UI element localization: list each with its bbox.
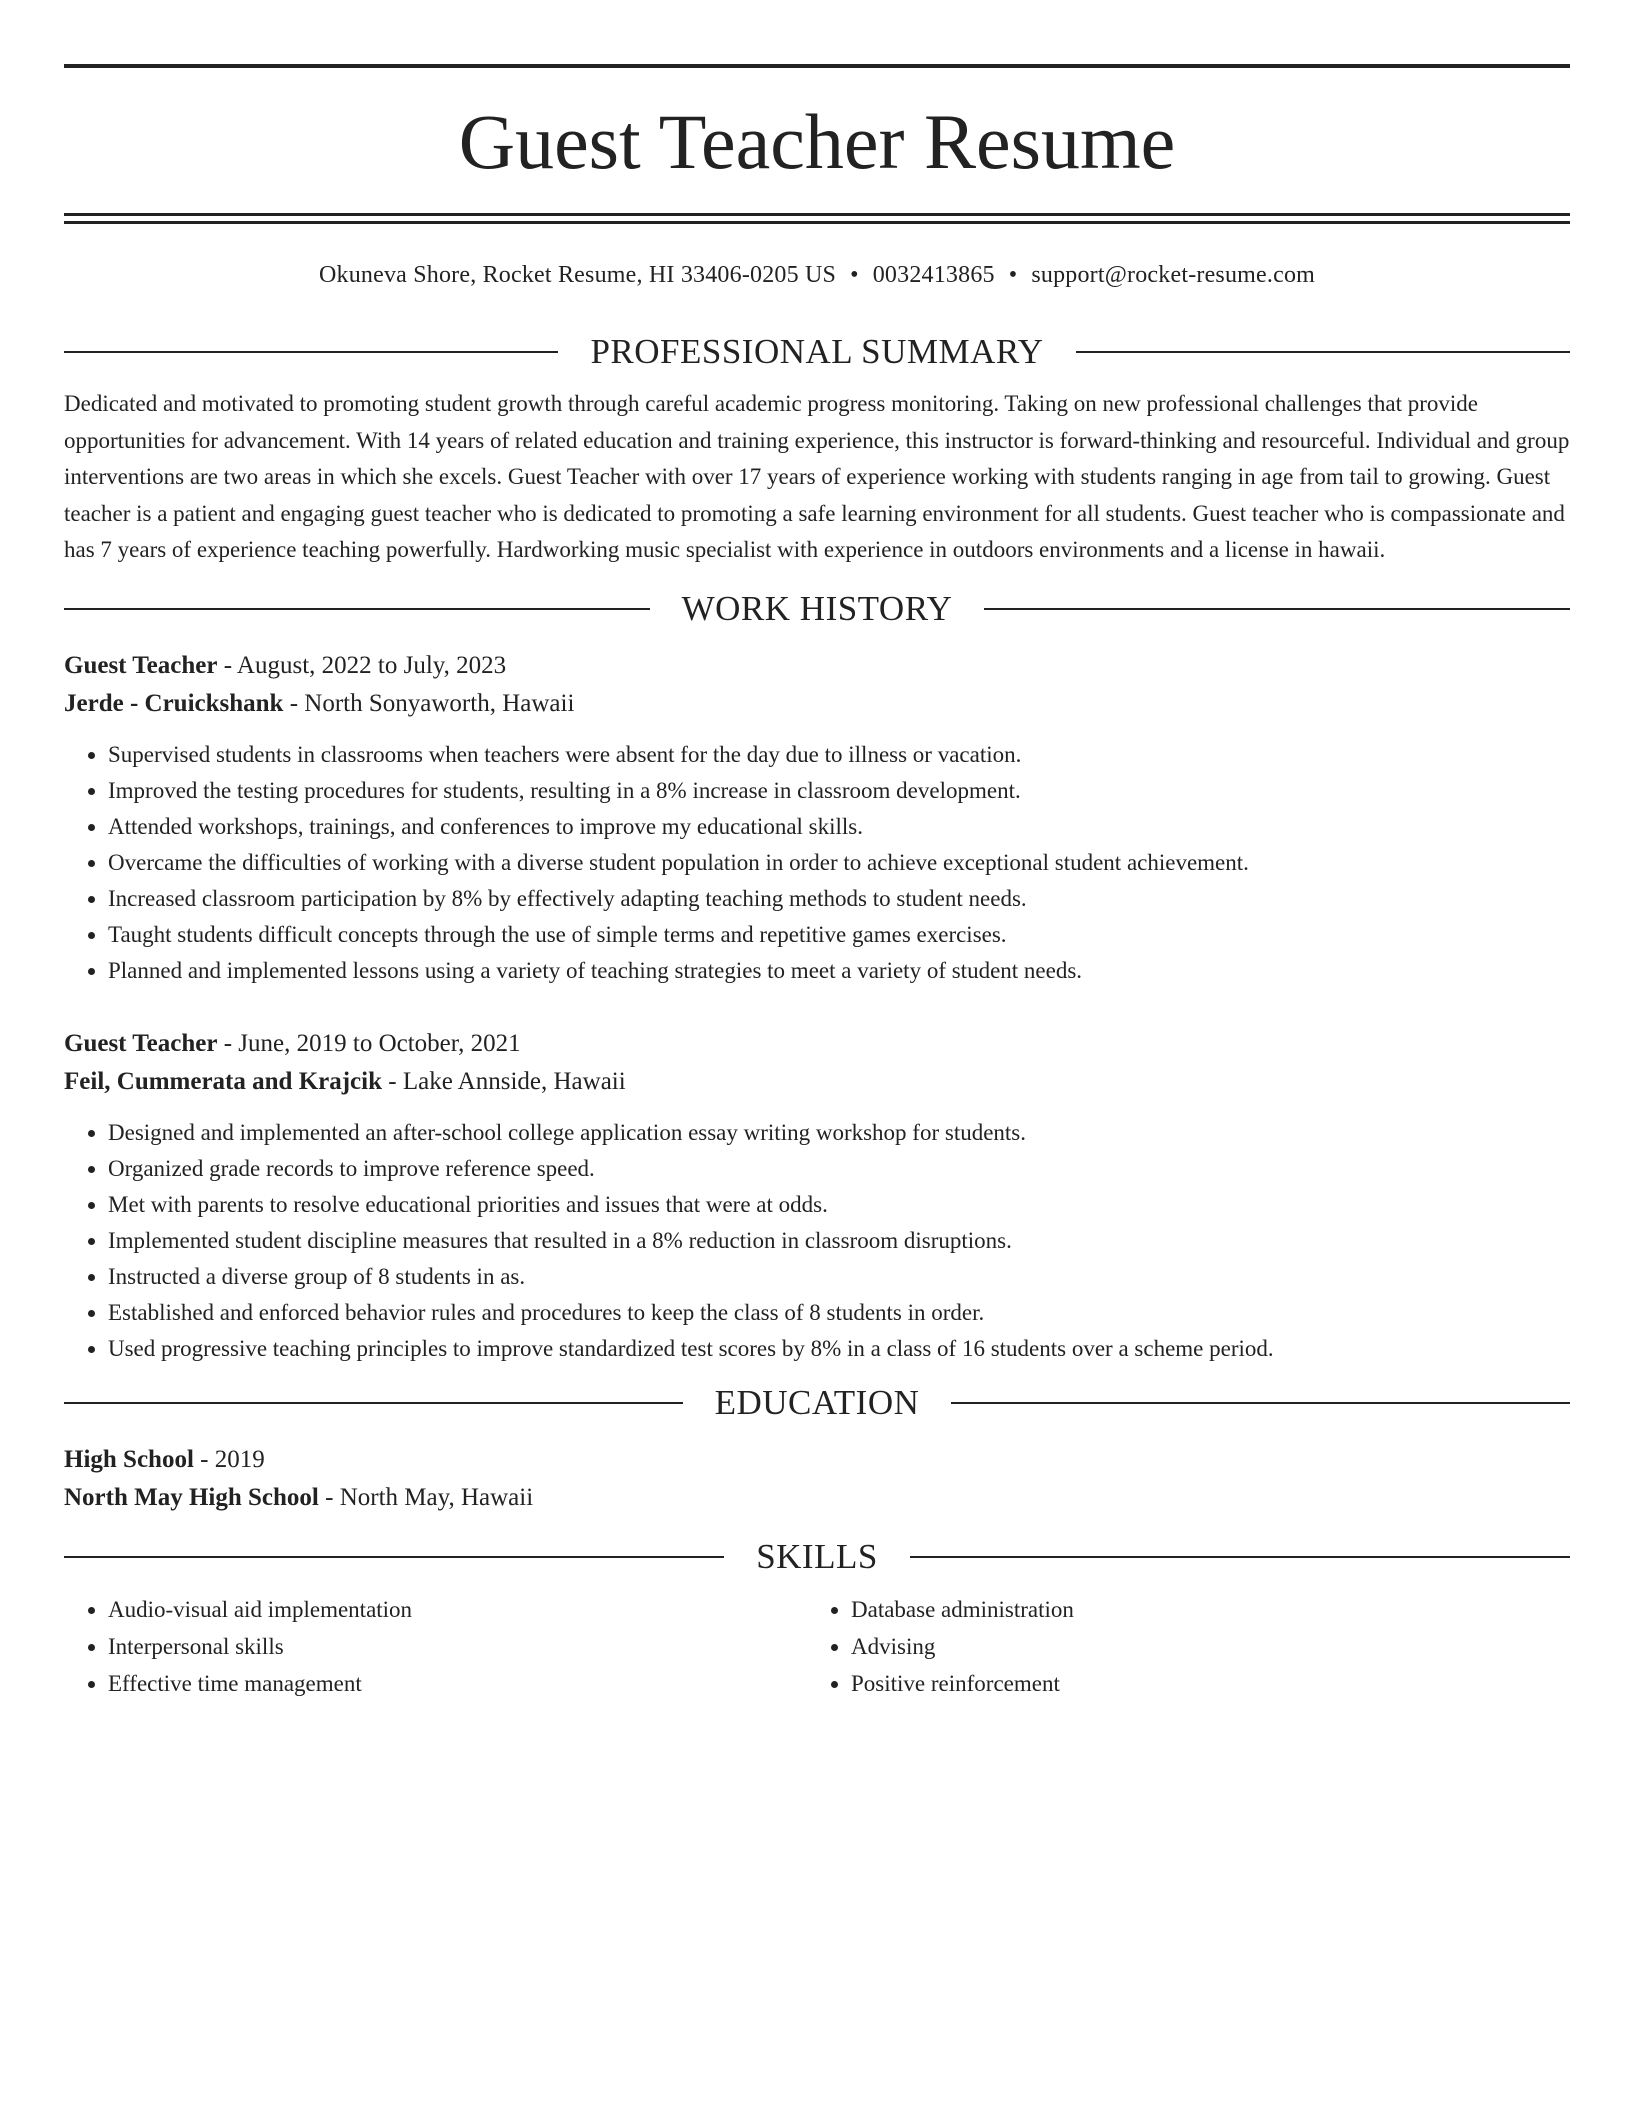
resume-title: Guest Teacher Resume [458,98,1176,185]
list-item: • Met with parents to resolve educational priorities and issues that were at odds. [108,1187,1570,1223]
job-bullets [64,1115,1570,1367]
list-item: • Attended workshops, trainings, and conferences to improve my educational skills. [108,809,1570,845]
job-company-line [64,1063,1570,1101]
contact-line [64,260,1570,290]
job-bullets [64,737,1570,989]
list-item: • Established and enforced behavior rules and procedures to keep the class of 8 students in order. [108,1295,1570,1331]
job-dates: - August, 2022 to July, 2023 [217,651,507,679]
job-title-line [64,1025,1570,1063]
job-company: Jerde - Cruickshank [64,689,284,717]
contact-separator: • [850,262,859,288]
section-rule-right [1076,351,1570,353]
skill-item: • Advising [851,1628,1550,1665]
job-location: - North Sonyaworth, Hawaii [283,689,575,717]
section-rule-right [910,1556,1570,1558]
job-company-line [64,685,1570,723]
section-header-education [64,1381,1570,1425]
education-entry [64,1441,1570,1517]
education-location: - North May, Hawaii [318,1483,534,1511]
section-rule-left [64,1402,683,1404]
section-title-skills: SKILLS [756,1536,878,1576]
section-header-work [64,587,1570,631]
contact-separator: • [1008,262,1018,288]
list-item: • Planned and implemented lessons using a variety of teaching strategies to meet a variety of student needs. [108,953,1570,989]
contact-phone: 0032413865 [872,262,995,288]
education-school-line [64,1479,1570,1517]
skill-item: • Audio-visual aid implementation [108,1591,807,1628]
list-item: • Improved the testing procedures for students, resulting in a 8% increase in classroom development. [108,773,1570,809]
job-role: Guest Teacher [64,651,218,679]
work-entry [64,647,1570,989]
skills-grid [64,1591,1570,1702]
list-item: • Used progressive teaching principles to improve standardized test scores by 8% in a class of 16 students over a scheme period. [108,1331,1570,1367]
list-item: • Overcame the difficulties of working with a diverse student population in order to achieve exceptional student achievement. [108,845,1570,881]
job-location: - Lake Annside, Hawaii [382,1067,626,1095]
skill-item: • Database administration [851,1591,1550,1628]
list-item: • Taught students difficult concepts through the use of simple terms and repetitive games exercises. [108,917,1570,953]
section-rule-left [64,351,558,353]
list-item: • Organized grade records to improve reference speed. [108,1151,1570,1187]
resume-page [64,64,1570,1702]
section-rule-left [64,608,650,610]
list-item: • Supervised students in classrooms when teachers were absent for the day due to illness or vacation. [108,737,1570,773]
education-degree-line [64,1441,1570,1479]
education-year: - 2019 [193,1445,265,1473]
title-double-rule [64,213,1570,224]
section-title-work: WORK HISTORY [681,588,953,628]
job-dates: - June, 2019 to October, 2021 [217,1029,521,1057]
section-rule-right [951,1402,1570,1404]
work-entry [64,1025,1570,1367]
top-rule [64,64,1570,68]
skills-column-right [807,1591,1550,1702]
list-item: • Designed and implemented an after-school college application essay writing workshop for students. [108,1115,1570,1151]
section-rule-right [984,608,1570,610]
job-company: Feil, Cummerata and Krajcik [64,1067,383,1095]
section-rule-left [64,1556,724,1558]
section-header-skills [64,1535,1570,1579]
skills-column-left [64,1591,807,1702]
list-item: • Instructed a diverse group of 8 students in as. [108,1259,1570,1295]
contact-address: Okuneva Shore, Rocket Resume, HI 33406-0205 US [318,262,837,288]
section-header-summary [64,330,1570,374]
skill-item: • Positive reinforcement [851,1665,1550,1702]
job-role: Guest Teacher [64,1029,218,1057]
skill-item: • Interpersonal skills [108,1628,807,1665]
list-item: • Implemented student discipline measures that resulted in a 8% reduction in classroom disruptions. [108,1223,1570,1259]
list-item: • Increased classroom participation by 8% by effectively adapting teaching methods to student needs. [108,881,1570,917]
education-school: North May High School [64,1483,319,1511]
section-title-education: EDUCATION [714,1382,920,1422]
contact-email: support@rocket-resume.com [1031,262,1316,288]
job-title-line [64,647,1570,685]
skill-item: • Effective time management [108,1665,807,1702]
section-title-summary: PROFESSIONAL SUMMARY [590,332,1044,371]
education-degree: High School [64,1445,194,1473]
summary-text: Dedicated and motivated to promoting student growth through careful academic progress monitoring. Taking on new professional challenges that provide opportunities for advancement. With 14 years of related education and training experience, this instructor is forward-thinking and resourceful. Individual and group interventions are two areas in which she excels. Guest Teacher with over 17 years of experience working with students ranging in age from tail to growing. Guest teacher is a patient and engaging guest teacher who is dedicated to promoting a safe learning environment for all students. Guest teacher who is compassionate and has 7 years of experience teaching powerfully. Hardworking music specialist with experience in outdoors environments and a license in hawaii. [64,391,1570,562]
